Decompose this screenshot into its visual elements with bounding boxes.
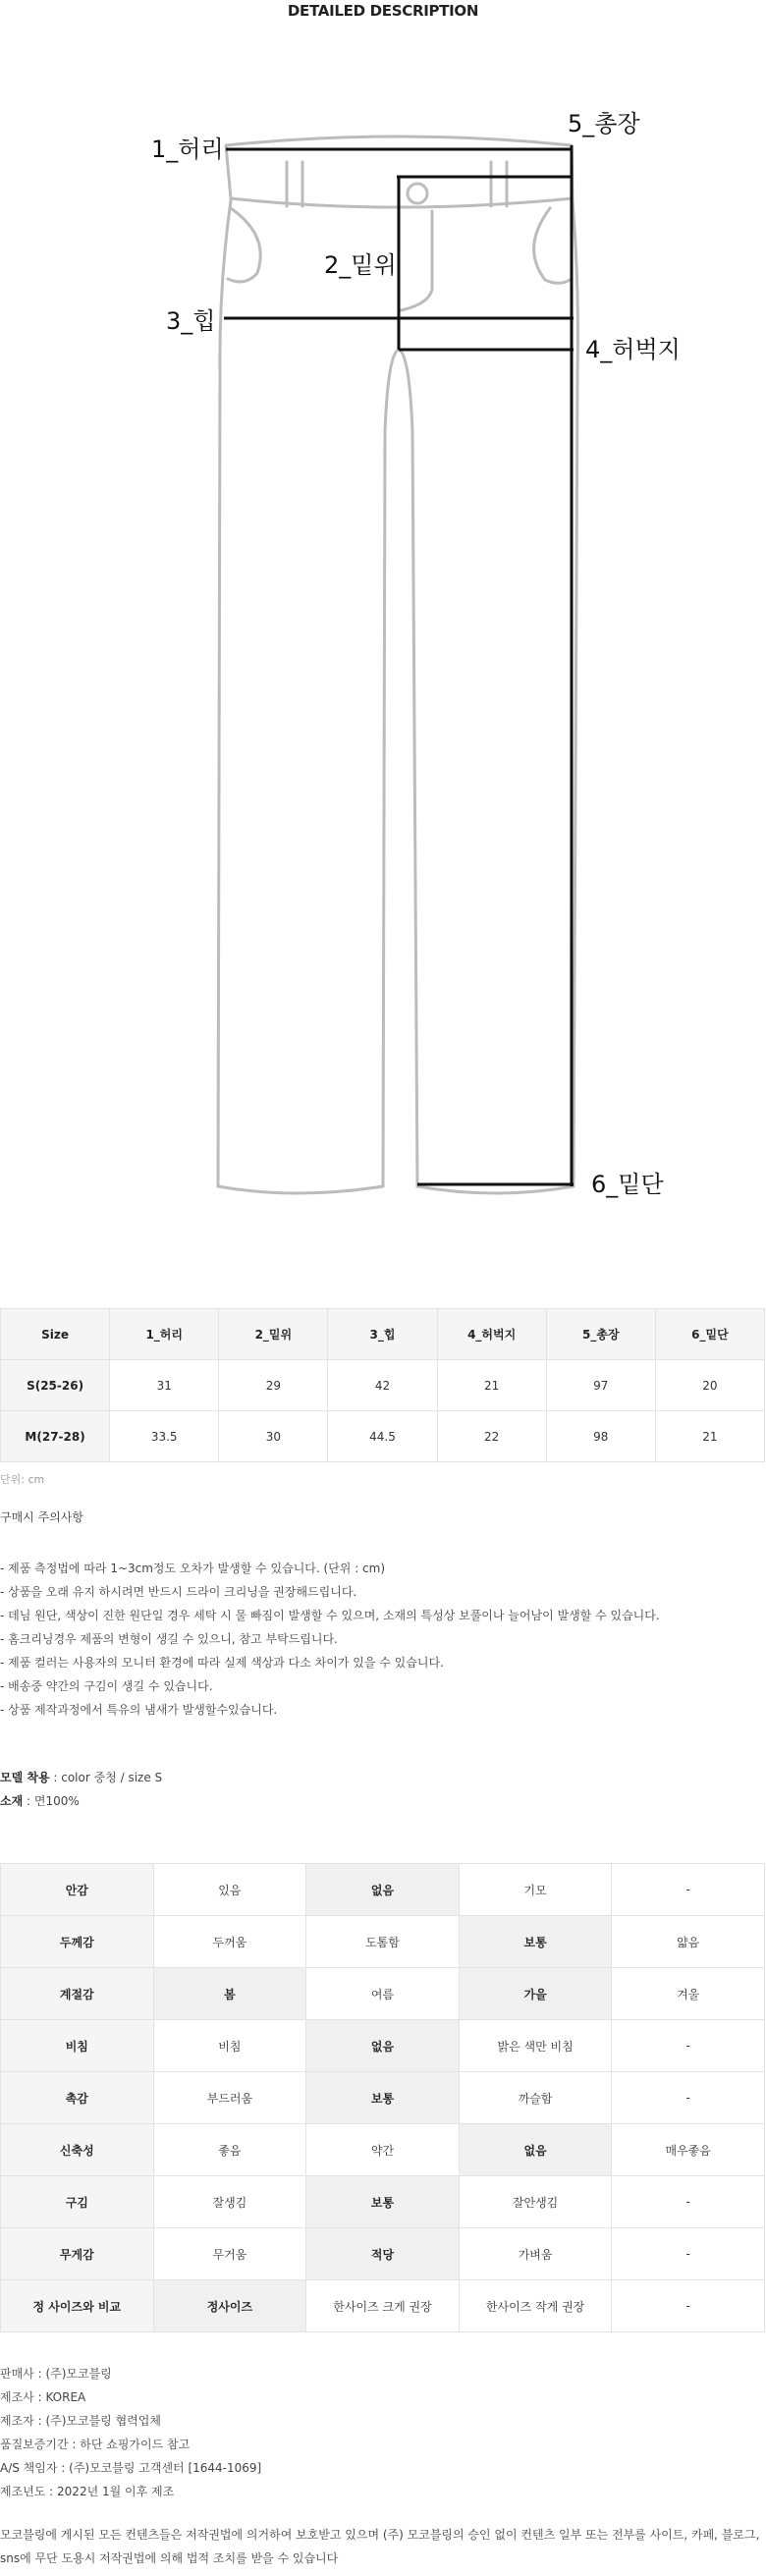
spec-option: - — [612, 2020, 765, 2072]
spec-option-selected: 없음 — [306, 2020, 460, 2072]
page-title: DETAILED DESCRIPTION — [287, 2, 479, 20]
spec-label: 정 사이즈와 비교 — [1, 2280, 154, 2332]
size-header-cell: 1_허리 — [110, 1309, 219, 1360]
waist-label: 1_허리 — [151, 136, 224, 163]
spec-row — [1, 1916, 765, 1968]
size-table — [0, 1308, 765, 1462]
size-table-row — [1, 1360, 765, 1411]
spec-option: 잘생김 — [153, 2176, 306, 2228]
hem-label: 6_밑단 — [591, 1171, 664, 1198]
unit-note: 단위: cm — [0, 1473, 45, 1486]
rise-label: 2_밑위 — [324, 251, 397, 279]
spec-row — [1, 1968, 765, 2020]
notice-list — [0, 1557, 660, 1722]
info-item: 제조자 : (주)모코블링 협력업체 — [0, 2414, 161, 2428]
spec-option: 좋음 — [153, 2124, 306, 2176]
spec-option: 도톰함 — [306, 1916, 460, 1968]
spec-label: 안감 — [1, 1864, 154, 1916]
size-header-cell: 5_총장 — [546, 1309, 655, 1360]
spec-table-body — [1, 1864, 765, 2332]
spec-row — [1, 2176, 765, 2228]
size-cell: 20 — [655, 1360, 764, 1411]
spec-option: 한사이즈 크게 권장 — [306, 2280, 460, 2332]
size-cell: 98 — [546, 1411, 655, 1462]
spec-option: 두꺼움 — [153, 1916, 306, 1968]
notice-item: - 제품 컬러는 사용자의 모니터 환경에 따라 실제 색상과 다소 차이가 있을 수 있습니다. — [0, 1656, 444, 1670]
spec-option: 겨울 — [612, 1968, 765, 2020]
info-item: 제조사 : KOREA — [0, 2390, 86, 2404]
size-table-row — [1, 1411, 765, 1462]
spec-row — [1, 2228, 765, 2280]
info-item: A/S 책임자 : (주)모코블링 고객센터 [1644-1069] — [0, 2461, 262, 2475]
spec-option: 비침 — [153, 2020, 306, 2072]
size-row-label: S(25-26) — [1, 1360, 110, 1411]
spec-option: 까슬함 — [459, 2072, 612, 2124]
size-header-cell: Size — [1, 1309, 110, 1360]
spec-option: 가벼움 — [459, 2228, 612, 2280]
spec-row — [1, 2124, 765, 2176]
material-label: 소재 — [0, 1794, 24, 1808]
size-cell: 31 — [110, 1360, 219, 1411]
material-info — [0, 1792, 80, 1809]
size-cell: 21 — [437, 1360, 546, 1411]
spec-option: - — [612, 2072, 765, 2124]
size-cell: 22 — [437, 1411, 546, 1462]
pants-measurement-diagram — [0, 29, 766, 1257]
seller-info — [0, 2362, 261, 2503]
spec-option-selected: 없음 — [459, 2124, 612, 2176]
spec-row — [1, 2072, 765, 2124]
spec-label: 신축성 — [1, 2124, 154, 2176]
spec-option-selected: 가을 — [459, 1968, 612, 2020]
spec-option: 매우좋음 — [612, 2124, 765, 2176]
size-table-header — [1, 1309, 765, 1360]
spec-option-selected: 없음 — [306, 1864, 460, 1916]
spec-label: 두께감 — [1, 1916, 154, 1968]
notice-title: 구매시 주의사항 — [0, 1510, 83, 1524]
spec-option: - — [612, 2228, 765, 2280]
model-value: : color 중청 / size S — [49, 1771, 163, 1784]
spec-option: 여름 — [306, 1968, 460, 2020]
spec-option-selected: 보통 — [306, 2072, 460, 2124]
size-header-cell: 6_밑단 — [655, 1309, 764, 1360]
spec-option-selected: 보통 — [459, 1916, 612, 1968]
spec-option: 얇음 — [612, 1916, 765, 1968]
spec-option-selected: 적당 — [306, 2228, 460, 2280]
info-item: 품질보증기간 : 하단 쇼핑가이드 참고 — [0, 2438, 191, 2451]
size-header-cell: 4_허벅지 — [437, 1309, 546, 1360]
notice-item: - 데님 원단, 색상이 진한 원단일 경우 세탁 시 물 빠짐이 발생할 수 있으며, 소재의 특성상 보풀이나 늘어남이 발생할 수 있습니다. — [0, 1609, 660, 1622]
spec-option: - — [612, 1864, 765, 1916]
spec-option-selected: 봄 — [153, 1968, 306, 2020]
spec-option: - — [612, 2176, 765, 2228]
spec-option: 약간 — [306, 2124, 460, 2176]
size-cell: 21 — [655, 1411, 764, 1462]
notice-item: - 제품 측정법에 따라 1~3cm정도 오차가 발생할 수 있습니다. (단위 : cm) — [0, 1562, 386, 1575]
model-info — [0, 1769, 162, 1785]
spec-row — [1, 1864, 765, 1916]
notice-item: - 상품 제작과정에서 특유의 냄새가 발생할수있습니다. — [0, 1703, 278, 1717]
info-item: 제조년도 : 2022년 1월 이후 제조 — [0, 2485, 175, 2498]
length-label: 5_총장 — [568, 110, 640, 137]
size-cell: 42 — [328, 1360, 437, 1411]
spec-label: 무게감 — [1, 2228, 154, 2280]
model-label: 모델 착용 — [0, 1771, 50, 1784]
size-header-cell: 3_힙 — [328, 1309, 437, 1360]
spec-option: 기모 — [459, 1864, 612, 1916]
spec-option: 있음 — [153, 1864, 306, 1916]
spec-option: 잘안생김 — [459, 2176, 612, 2228]
measurement-lines — [224, 145, 574, 1186]
copyright-notice: 모코블링에 게시된 모든 컨텐츠들은 저작권법에 의거하여 보호받고 있으며 (주) 모코블링의 승인 없이 컨텐츠 일부 또는 전부를 사이트, 카페, 블로그, sns에 무단 도용시 저작권법에 의해 법적 조치를 받을 수 있습니다 — [0, 2528, 760, 2565]
hip-label: 3_힙 — [166, 307, 216, 335]
spec-option-selected: 정사이즈 — [153, 2280, 306, 2332]
material-value: : 면100% — [23, 1794, 80, 1808]
spec-row — [1, 2020, 765, 2072]
size-header-cell: 2_밑위 — [219, 1309, 328, 1360]
spec-option: 무거움 — [153, 2228, 306, 2280]
spec-label: 계절감 — [1, 1968, 154, 2020]
size-row-label: M(27-28) — [1, 1411, 110, 1462]
size-cell: 97 — [546, 1360, 655, 1411]
info-item: 판매사 : (주)모코블링 — [0, 2367, 112, 2381]
spec-option: 부드러움 — [153, 2072, 306, 2124]
spec-option: - — [612, 2280, 765, 2332]
spec-label: 촉감 — [1, 2072, 154, 2124]
spec-option-selected: 보통 — [306, 2176, 460, 2228]
size-cell: 29 — [219, 1360, 328, 1411]
size-cell: 44.5 — [328, 1411, 437, 1462]
spec-option: 한사이즈 작게 권장 — [459, 2280, 612, 2332]
notice-item: - 홈크리닝경우 제품의 변형이 생길 수 있으니, 참고 부탁드립니다. — [0, 1632, 338, 1646]
size-cell: 30 — [219, 1411, 328, 1462]
thigh-label: 4_허벅지 — [585, 336, 681, 363]
spec-label: 비침 — [1, 2020, 154, 2072]
size-cell: 33.5 — [110, 1411, 219, 1462]
spec-label: 구김 — [1, 2176, 154, 2228]
notice-item: - 상품을 오래 유지 하시려면 반드시 드라이 크리닝을 권장해드립니다. — [0, 1585, 357, 1599]
notice-item: - 배송중 약간의 구김이 생길 수 있습니다. — [0, 1679, 213, 1693]
spec-table — [0, 1863, 765, 2332]
spec-row — [1, 2280, 765, 2332]
spec-option: 밝은 색만 비침 — [459, 2020, 612, 2072]
